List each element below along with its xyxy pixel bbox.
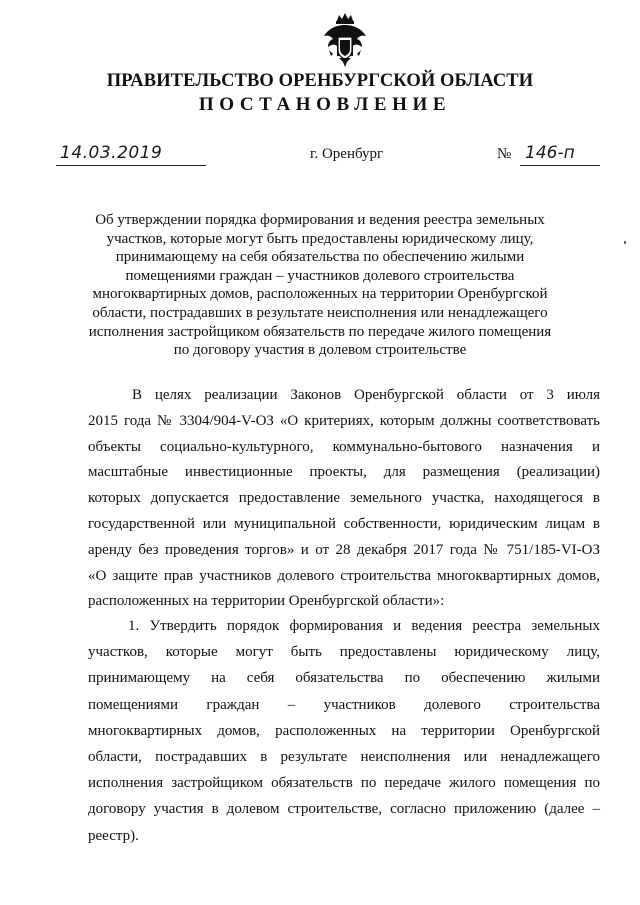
paragraph-line: «О защите прав участников долевого строительства многоквартирных домов,: [88, 567, 600, 584]
government-title: ПРАВИТЕЛЬСТВО ОРЕНБУРГСКОЙ ОБЛАСТИ: [106, 71, 534, 91]
paragraph-line: аренду без проведения торгов» и от 28 декабря 2017 года № 751/185-VI-ОЗ: [88, 541, 600, 558]
subject-line: помещениями граждан – участников долевого строительства: [125, 267, 515, 284]
subject-line: Об утверждении порядка формирования и ведения реестра земельных: [95, 212, 545, 228]
paragraph-line: области, пострадавших в результате неисполнения или ненадлежащего: [88, 748, 600, 765]
clause-1-paragraph: [88, 613, 600, 849]
subject-line: области, пострадавших в результате неисполнения или ненадлежащего: [92, 304, 548, 321]
subject-line: принимающему на себя обязательства по обеспечению жилыми: [115, 249, 525, 266]
number-underline: [520, 165, 600, 166]
paragraph-line: участков, которые могут быть предоставлены юридическому лицу,: [88, 644, 600, 661]
coat-of-arms-emblem: [321, 12, 369, 68]
paragraph-line: многоквартирных домов, расположенных на территории Оренбургской: [88, 722, 600, 739]
paragraph-line: 2015 года № 3304/904-V-ОЗ «О критериях, которым должны соответствовать: [88, 412, 600, 429]
handwritten-date: 14.03.2019: [60, 143, 163, 163]
paragraph-line: государственной или муниципальной собственности, юридическим лицам в: [88, 515, 600, 532]
paragraph-line: исполнения застройщиком обязательств по передаче жилого помещения по: [88, 775, 600, 792]
city-label: г. Оренбург: [310, 146, 384, 162]
subject-line: по договору участия в долевом строительстве: [173, 342, 467, 359]
paragraph-line: В целях реализации Законов Оренбургской области от 3 июля: [132, 387, 600, 403]
preamble-paragraph: [88, 383, 600, 615]
paragraph-line: масштабные инвестиционные проекты, для размещения (реализации): [88, 464, 600, 481]
paragraph-line: договору участия в долевом строительстве, согласно приложению (далее –: [88, 801, 600, 818]
document-subject: [80, 211, 560, 360]
paragraph-line: реестр).: [88, 827, 139, 844]
handwritten-number: 146-п: [525, 143, 575, 163]
date-underline: [56, 165, 206, 166]
paragraph-line: принимающему на себя обязательства по обеспечению жилыми: [88, 670, 600, 687]
subject-line: многоквартирных домов, расположенных на территории Оренбургской: [92, 286, 548, 303]
paragraph-line: объекты социально-культурного, коммунально-бытового назначения и: [88, 438, 600, 455]
paragraph-line: которых допускается предоставление земельного участка, находящегося в: [88, 490, 600, 507]
paragraph-line: расположенных на территории Оренбургской области»:: [88, 593, 445, 610]
paragraph-line: 1. Утвердить порядок формирования и ведения реестра земельных: [128, 618, 600, 634]
paragraph-line: помещениями граждан – участников долевого строительства: [88, 696, 600, 713]
scan-speck: [624, 241, 626, 244]
document-type-title: ПОСТАНОВЛЕНИЕ: [198, 94, 452, 115]
subject-line: исполнения застройщиком обязательств по передаче жилого помещения: [88, 323, 552, 340]
subject-line: участков, которые могут быть предоставлены юридическому лицу,: [106, 230, 534, 247]
number-sign: №: [497, 146, 512, 162]
document-meta-line: [0, 143, 640, 170]
